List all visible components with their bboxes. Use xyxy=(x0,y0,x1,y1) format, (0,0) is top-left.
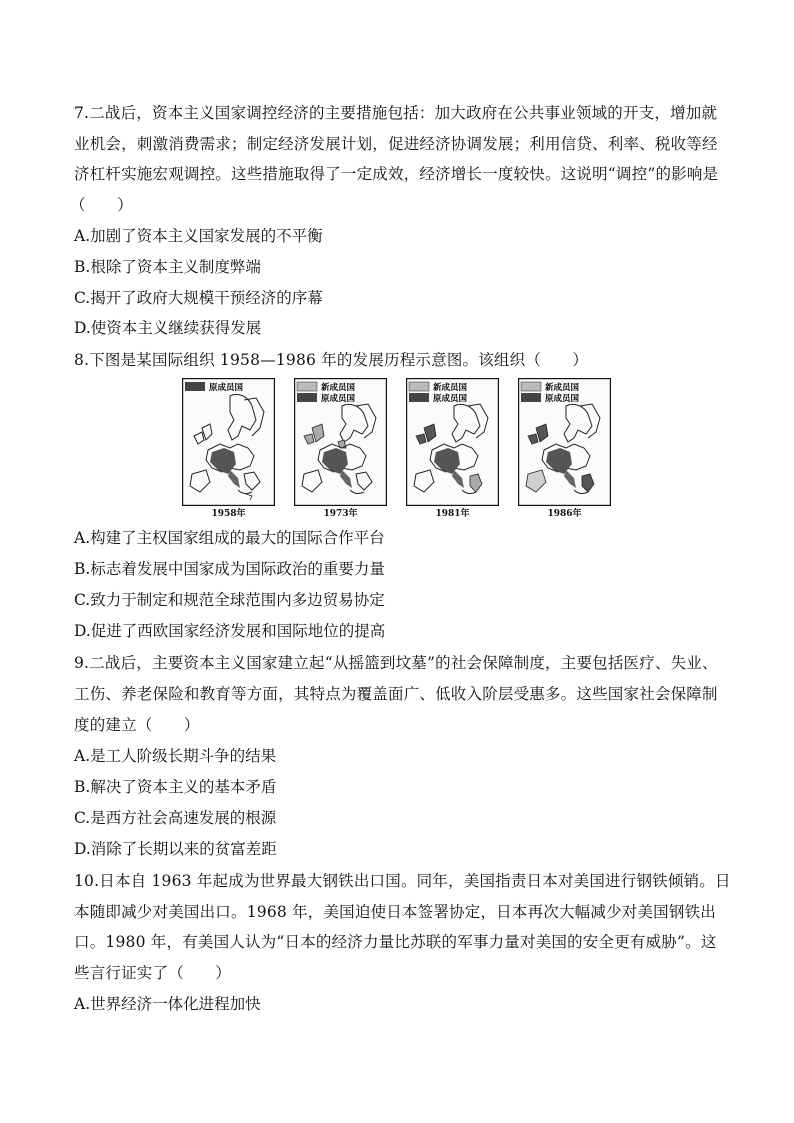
q8-option-b: B.标志着发展中国家成为国际政治的重要力量 xyxy=(74,560,385,578)
q7-answer-blank: （ ） xyxy=(70,196,133,214)
q9-option-a: A.是工人阶级长期斗争的结果 xyxy=(74,747,277,765)
q8-option-c: C.致力于制定和规范全球范围内多边贸易协定 xyxy=(74,591,385,609)
q8-option-d: D.促进了西欧国家经济发展和国际地位的提高 xyxy=(74,622,386,640)
map-1958-year: 1958年 xyxy=(211,509,246,519)
q8-map-figure xyxy=(180,378,640,528)
map-1973 xyxy=(294,378,387,519)
q10-stem-line-3: 口。1980 年，有美国人认为“日本的经济力量比苏联的军事力量对美国的安全更有威胁”。这 xyxy=(74,933,717,951)
map-1986-legend-original: 原成员国 xyxy=(545,394,580,404)
q9-option-b: B.解决了资本主义的基本矛盾 xyxy=(74,778,277,796)
map-1973-year: 1973年 xyxy=(323,509,358,519)
q9-stem-line-1: 9.二战后，主要资本主义国家建立起“从摇篮到坟墓”的社会保障制度，主要包括医疗、失业、 xyxy=(74,654,718,672)
q9-stem-line-3: 度的建立（ ） xyxy=(74,716,200,734)
map-1973-legend-original: 原成员国 xyxy=(321,394,356,404)
q7-stem-line-3: 济杠杆实施宏观调控。这些措施取得了一定成效，经济增长一度较快。这说明“调控”的影响是 xyxy=(74,165,719,183)
map-1986 xyxy=(518,378,611,519)
map-1981-legend-original: 原成员国 xyxy=(433,394,468,404)
q8-stem: 8.下图是某国际组织 1958—1986 年的发展历程示意图。该组织（ ） xyxy=(74,351,589,369)
map-1981-legend-new: 新成员国 xyxy=(433,383,468,393)
map-1958 xyxy=(182,378,275,519)
q10-stem-line-4: 些言行证实了（ ） xyxy=(74,964,232,982)
q8-option-a: A.构建了主权国家组成的最大的国际合作平台 xyxy=(74,529,385,547)
q7-option-c: C.揭开了政府大规模干预经济的序幕 xyxy=(74,289,323,307)
map-1986-legend-new: 新成员国 xyxy=(545,383,580,393)
q7-option-d: D.使资本主义继续获得发展 xyxy=(74,319,262,337)
q10-option-a: A.世界经济一体化进程加快 xyxy=(74,995,261,1013)
q10-stem-line-2: 本随即减少对美国出口。1968 年，美国迫使日本签署协定，日本再次大幅减少对美国钢铁出 xyxy=(74,903,716,921)
q7-option-a: A.加剧了资本主义国家发展的不平衡 xyxy=(74,227,323,245)
q7-option-b: B.根除了资本主义制度弊端 xyxy=(74,258,261,276)
q7-stem-line-1: 7.二战后，资本主义国家调控经济的主要措施包括：加大政府在公共事业领域的开支，增加就 xyxy=(74,104,718,122)
map-1958-legend-original: 原成员国 xyxy=(209,383,244,393)
map-1973-legend-new: 新成员国 xyxy=(321,383,356,393)
q9-option-d: D.消除了长期以来的贫富差距 xyxy=(74,840,277,858)
map-1981-year: 1981年 xyxy=(435,509,470,519)
map-1981 xyxy=(406,378,499,519)
q10-stem-line-1: 10.日本自 1963 年起成为世界最大钢铁出口国。同年，美国指责日本对美国进行钢铁倾销。日 xyxy=(74,872,731,890)
q9-stem-line-2: 工伤、养老保险和教育等方面，其特点为覆盖面广、低收入阶层受惠多。这些国家社会保障制 xyxy=(74,685,718,703)
q7-stem-line-2: 业机会，刺激消费需求；制定经济发展计划，促进经济协调发展；利用信贷、利率、税收等经 xyxy=(74,135,718,153)
map-1986-year: 1986年 xyxy=(547,509,582,519)
q9-option-c: C.是西方社会高速发展的根源 xyxy=(74,809,277,827)
